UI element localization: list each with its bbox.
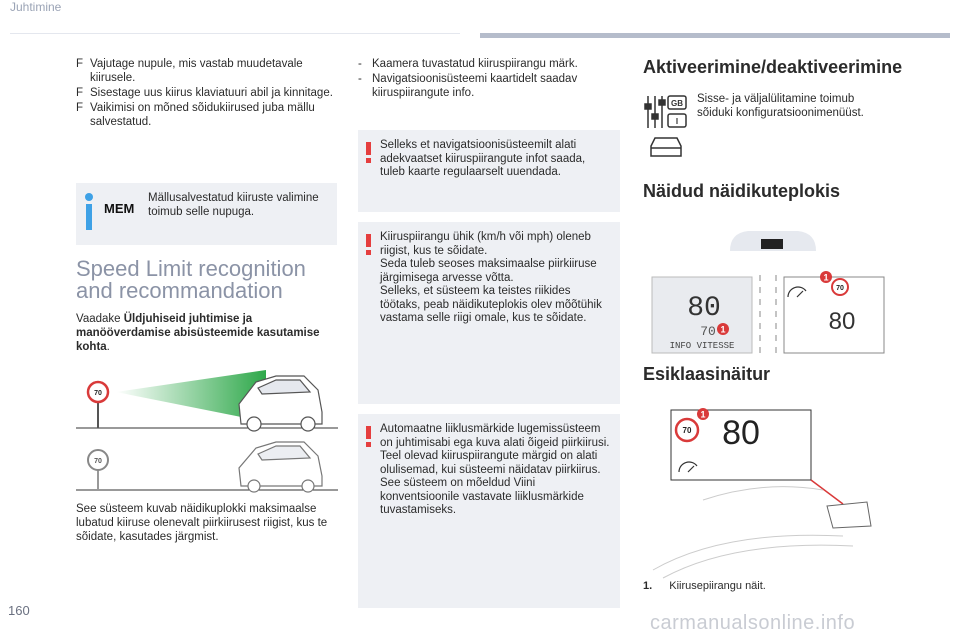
info-note: [76, 183, 337, 245]
title-activation: Aktiveerimine/deaktiveerimine: [643, 57, 903, 77]
cluster-illustration: [648, 225, 888, 355]
ref-prefix: Vaadake: [76, 313, 121, 325]
callout-number: 1: [823, 272, 829, 283]
cluster-right-sign: 70: [836, 285, 844, 292]
cluster-left-caption: INFO VITESSE: [669, 341, 735, 351]
body-paragraph: See süsteem kuvab näidikuplokki maksimaalse lubatud kiiruse olenevalt piirkiirusest riigist, kus te sõidate, kasutades järgmist.: [76, 503, 328, 543]
hud-illustration: [643, 400, 893, 580]
list-item: [76, 86, 338, 100]
warning-text: Kiiruspiirangu ühik (km/h või mph) oleneb riigist, kus te sõidate. Seda tuleb seoses maksimaalse piirkiiruse järgimisega arvesse võtta. Selleks, et süsteem ka teistes riikides töötaks, peab näidikuteplokis olev mõõtühik vastama selle riigi omale, kus te sõidate.: [380, 231, 602, 324]
ref-bold: Üldjuhiseid juhtimise ja manööverdamise abisüsteemide kasutamise kohta: [76, 313, 320, 353]
list-item-text: Vajutage nupule, mis vastab muudetavale kiirusele.: [90, 58, 303, 84]
bullet-list-2: [358, 57, 620, 101]
header-divider: [10, 33, 460, 34]
activation-text: Sisse- ja väljalülitamine toimub sõiduki konfiguratsioonimenüüst.: [697, 93, 864, 119]
car-bottom-icon: [239, 442, 322, 492]
bullet-marker: F: [76, 102, 84, 114]
warning-note-1: [358, 130, 620, 212]
car-front-icon: [651, 138, 681, 156]
list-item: [358, 57, 620, 71]
page-number: 160: [8, 603, 30, 618]
hud-pointer-line: [811, 480, 843, 504]
bullet-marker: F: [76, 58, 84, 70]
hud-speed-value: 80: [722, 414, 760, 452]
bullet-list-1: [76, 57, 338, 130]
list-item-text: Navigatsioonisüsteemi kaartidelt saadav kiiruspiirangute info.: [372, 73, 578, 99]
cluster-left-limit: 70: [700, 324, 716, 339]
hud-sign-value: 70: [682, 426, 692, 435]
reference-paragraph: [76, 312, 336, 354]
hud-projector: [827, 502, 871, 528]
list-item-text: Vaikimisi on mõned sõidukiirused juba mällu salvestatud.: [90, 102, 315, 128]
list-item: [76, 101, 338, 129]
separator-lines: [760, 275, 776, 355]
config-menu-icon: [643, 92, 691, 160]
section-header: Juhtimine: [10, 0, 62, 14]
legend-number: 1.: [643, 580, 653, 592]
sign-top-value: 70: [94, 390, 102, 397]
i-label: I: [675, 117, 679, 126]
section-title-speed-limit: Speed Limit recognition and recommandation: [76, 256, 306, 303]
list-item: [358, 72, 620, 100]
bullet-marker: -: [358, 73, 362, 85]
dashboard-icon: [730, 231, 816, 251]
cluster-left-speed: 80: [687, 293, 721, 324]
watermark: carmanualsonline.info: [650, 612, 856, 634]
gb-label: GB: [671, 99, 683, 108]
title-hud: Esiklaasinäitur: [643, 364, 771, 384]
mem-button-label: MEM: [104, 201, 135, 216]
bullet-marker: F: [76, 87, 84, 99]
ref-suffix: .: [106, 341, 110, 353]
list-item: [76, 57, 338, 85]
car-sign-illustration: [76, 360, 338, 496]
info-icon: [85, 193, 93, 231]
callout-number: 1: [700, 409, 706, 420]
warning-text: Selleks et navigatsioonisüsteemilt alati adekvaatset kiiruspiirangute infot saada, tuleb kaarte regulaarselt uuendada.: [380, 139, 586, 178]
bullet-marker: -: [358, 58, 362, 70]
header-bar: [480, 33, 950, 38]
warning-text: Automaatne liiklusmärkide lugemissüsteem on juhtimisabi ega kuva alati õigeid piirkiirusi. Teel olevad kiiruspiirangute märgid on alati olulisemad, kui süsteemi näidatav piirkiirus. See süsteem on mõeldud Viini konventsioonile vastavate liiklusmärkide tuvastamiseks.: [380, 423, 610, 516]
sign-bottom-value: 70: [94, 458, 102, 465]
title-indicator: Näidud näidikuteplokis: [643, 181, 841, 201]
cluster-right-speed: 80: [828, 308, 856, 335]
warning-note-2: [358, 222, 620, 404]
legend: [643, 580, 766, 592]
warning-note-3: [358, 414, 620, 608]
legend-text: Kiirusepiirangu näit.: [669, 580, 766, 592]
list-item-text: Sisestage uus kiirus klaviatuuri abil ja kinnitage.: [90, 87, 333, 99]
info-note-text: Mällusalvestatud kiiruste valimine toimub selle nupuga.: [148, 192, 319, 218]
callout-number: 1: [720, 324, 726, 335]
dashboard-sketch: [653, 487, 853, 578]
list-item-text: Kaamera tuvastatud kiiruspiirangu märk.: [372, 58, 578, 70]
